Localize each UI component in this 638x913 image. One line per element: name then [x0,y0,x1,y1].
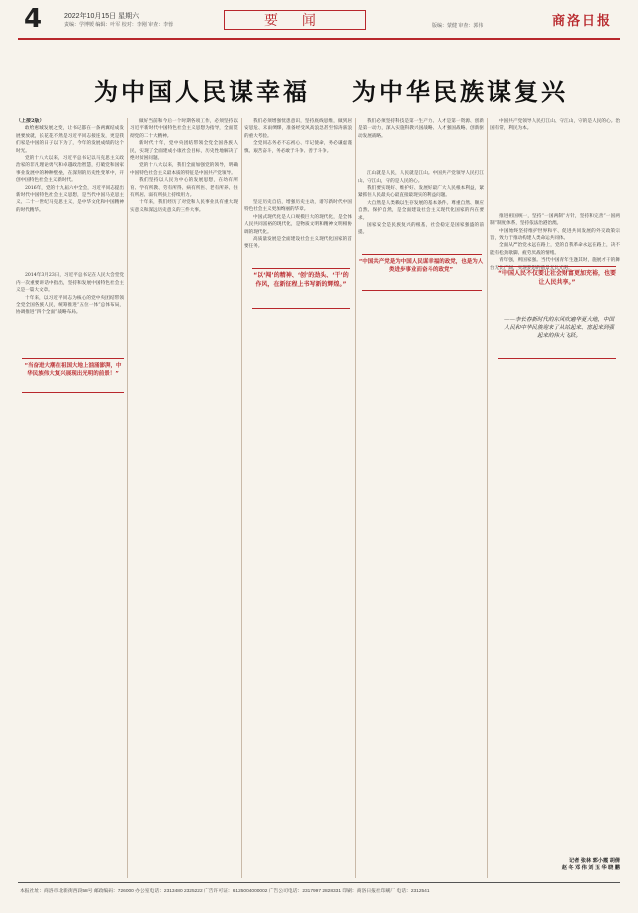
paragraph: 十年来，以习近平同志为核心的党中央团结带领全党全国各族人民，统筹推进“五位一体”总体布局，协调推进“四个全面”战略布局。 [16,295,124,316]
article-column-2 [130,118,238,878]
article-column-3 [244,118,352,878]
column-divider [127,118,128,878]
column-divider [241,118,242,878]
paragraph: 我们坚持以人民为中心的发展思想，在幼有所育、学有所教、劳有所得、病有所医、老有所养、住有所居、弱有所扶上持续用力。 [130,178,238,199]
paragraph: 新时代十年，党中央团结带领全党全国各族人民，实现了全面建成小康社会目标，历史性地解决了绝对贫困问题。 [130,141,238,162]
issue-date: 2022年10月15日 星期六 [64,13,140,20]
paragraph: 全党同志务必不忘初心、牢记使命，务必谦虚谨慎、艰苦奋斗，务必敢于斗争、善于斗争。 [244,141,352,154]
article-intro: （上接2版） [16,118,45,124]
credit-line: 赵 冬 邓 伟 刘 玉 华 晓 鹏 [561,865,620,871]
paragraph: 中国式现代化是人口规模巨大的现代化，是全体人民共同富裕的现代化，是物质文明和精神文明相协调的现代化。 [244,214,352,235]
credit-line: 记者 张林 郭小霞 胡倩 [568,858,620,864]
article-column-1 [16,118,124,878]
paragraph: 十年来，我们经历了对党和人民事业具有重大现实意义和深远历史意义的三件大事。 [130,200,238,213]
paragraph: 中国共产党领导人民打江山、守江山，守的是人民的心。治国有常，利民为本。 [490,119,620,132]
pullquote-rule [362,254,482,255]
paragraph: 中国始终坚持维护世界和平、促进共同发展的外交政策宗旨，致力于推动构建人类命运共同体。 [490,228,620,242]
editor-credits: 责编：学博媛 编辑：叶军 校对：李刚 审查：李蓉 [64,22,174,28]
page-footer: 本报社址：商洛市北新街西段58号 邮政编码：726000 办公室电话：2313480 2325222 广告许可证：6125004000002 广告公司电话：2317997 2828331 印刷：商洛日报社印刷厂 电话：2312541 [20,889,430,894]
pullquote-rule [498,358,616,359]
paragraph: 党的十八大以来，习近平总书记以马克思主义政治家的非凡理论勇气和卓越政治智慧，打破党和国家事业发展中的种种壁垒，在深刻的历史性变革中，开创中国特色社会主义新时代。 [16,156,124,184]
headline-left: 为中国人民谋幸福 [94,78,310,106]
article-column-5 [490,118,620,878]
reporter-credits [490,858,620,872]
footer-rule [18,882,620,883]
paragraph: 青年强，则国家强。当代中国青年生逢其时，施展才干的舞台无比广阔，实现梦想的前景无比光明。 [490,258,620,271]
pullquote: “当奋进大潮在祖国大地上汹涌澎湃，中华民族伟大复兴展现出光明的前景！” [24,363,122,377]
pullquote-rule [498,266,616,267]
pullquote-rule [252,308,350,309]
pullquote: “中国人民不仅要让社会财富更加充裕，也要让人民共享。” [498,270,616,286]
paragraph: 我们要实现好、维护好、发展好最广大人民根本利益，紧紧抓住人民最关心最直接最现实的利益问题。 [358,186,484,199]
paragraph: 高质量发展是全面建设社会主义现代化国家的首要任务。 [244,237,352,250]
paragraph: 大自然是人类赖以生存发展的基本条件。尊重自然、顺应自然、保护自然，是全面建设社会主义现代化国家的内在要求。 [358,200,484,221]
pullquote-rule [22,358,124,359]
section-label: 要 闻 [224,10,366,30]
right-editor-credits: 版编：蒙健 审查：郭伟 [432,23,484,29]
paragraph: 敢给惠城发展之变，让书记都在一条两翼结成发展要放就，长花花不然是习近平同志接连发，更是我们家是中国的日子以下为了，今年的发展成绩的这个时光。 [16,126,124,154]
paragraph: 我们必须增强忧患意识，坚持底线思维，做到居安思危、未雨绸缪，准备经受风高浪急甚至惊涛骇浪的重大考验。 [244,119,352,139]
pullquote-rule [22,392,124,393]
pullquote: “中国共产党是为中国人民谋幸福的政党，也是为人类进步事业而奋斗的政党” [358,259,484,273]
page-header [0,0,638,38]
paragraph: 党的十八大以来，我们全面加强党的领导，明确中国特色社会主义最本质的特征是中国共产党领导。 [130,163,238,176]
page-number: 4 [24,4,43,34]
column-divider [487,118,488,878]
paragraph: 2016年，党的十九届六中全会，习近平同志提出新时代中国特色社会主义思想，是当代中国马克思主义、二十一世纪马克思主义，是中华文化和中国精神的时代精华。 [16,185,124,213]
header-rule [18,38,620,40]
quote-text: ——李长春新时代的东风吹遍华夏大地，中国人民和中华民族迎来了从站起来、富起来到强起来的伟大飞跃。 [503,317,614,339]
paragraph: 坚定历史自信，增强历史主动，谱写新时代中国特色社会主义更加绚丽的华章。 [244,200,352,213]
paragraph: 2014年3月23日，习近平总书记在人民大会堂党内一次重要讲话中指出，坚持和发展中国特色社会主义是一篇大文章。 [16,273,124,294]
newspaper-logo: 商洛日报 [552,13,613,28]
paragraph: 我们必须坚持科技是第一生产力、人才是第一资源、创新是第一动力，深入实施科教兴国战略、人才强国战略、创新驱动发展战略。 [358,119,484,139]
pullquote: “以‘闯’的精神、‘创’的劲头、‘干’的作风，在新征程上书写新的辉煌。” [253,272,349,288]
article-column-4 [358,118,484,878]
pullquote-rule [252,268,350,269]
column-divider [355,118,356,878]
paragraph: 全面从严治党永远在路上，党的自我革命永远在路上，决不能有松劲歇脚、疲劳厌战的情绪。 [490,243,620,256]
paragraph: 做好当前和今后一个时期各项工作，必须坚持以习近平新时代中国特色社会主义思想为指导，全面贯彻党的二十大精神。 [130,119,238,139]
paragraph: 江山就是人民，人民就是江山。中国共产党领导人民打江山、守江山，守的是人民的心。 [358,171,484,184]
paragraph: 推进祖国统一，坚持“一国两制”方针，坚持和完善“一国两制”制度体系，坚持依法治港治澳。 [490,213,620,227]
headline-right: 为中华民族谋复兴 [352,78,568,106]
pullquote-rule [362,290,482,291]
paragraph: 国家安全是民族复兴的根基，社会稳定是国家强盛的前提。 [358,223,484,236]
